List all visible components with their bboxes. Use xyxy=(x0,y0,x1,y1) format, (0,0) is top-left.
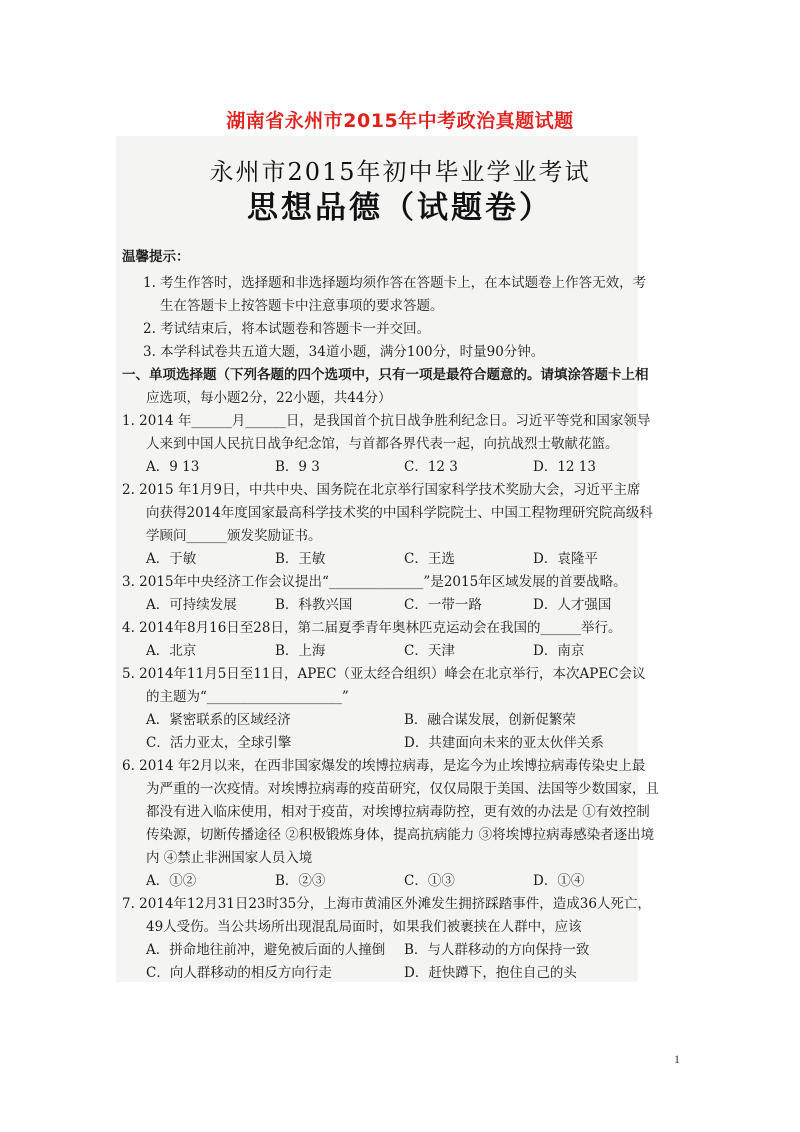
question-7-line: 7. 2014年12月31日23时35分，上海市黄浦区外滩发生拥挤踩踏事件，造成36人死亡， xyxy=(122,896,651,912)
question-5-option-c: C．活力亚太，全球引擎 xyxy=(146,735,292,751)
question-3-option-c: C．一带一路 xyxy=(404,597,482,613)
question-5-line: 5. 2014年11月5日至11日，APEC（亚太经合组织）峰会在北京举行，本次APEC会议 xyxy=(122,666,646,682)
question-1-option-c: C．12 3 xyxy=(404,459,458,475)
notice-heading: 温馨提示： xyxy=(122,249,190,265)
section-instruction: 应选项，每小题2分，22小题，共44分） xyxy=(146,390,392,406)
question-3-option-b: B．科教兴国 xyxy=(275,597,353,613)
exam-title: 永州市2015年初中毕业学业考试 xyxy=(209,158,591,186)
notice-line: 3. 本学科试卷共五道大题，34道小题，满分100分，时量90分钟。 xyxy=(143,344,545,360)
question-5-line: 的主题为“____________________” xyxy=(146,689,349,705)
notice-line: 2. 考试结束后，将本试题卷和答题卡一并交回。 xyxy=(143,321,431,337)
question-1-line: 1. 2014 年______月______日，是我国首个抗日战争胜利纪念日。习近平等党和国家领导 xyxy=(122,413,651,429)
question-3-line: 3. 2015年中央经济工作会议提出“______________”是2015年区域发展的首要战略。 xyxy=(122,574,627,590)
section-heading: 一、单项选择题（下列各题的四个选项中，只有一项是最符合题意的。请填涂答题卡上相 xyxy=(122,367,649,383)
exam-subtitle: 思想品德（试题卷） xyxy=(247,190,553,226)
question-6-option-a: A．①② xyxy=(146,873,197,889)
question-4-line: 4. 2014年8月16日至28日，第二届夏季青年奥林匹克运动会在我国的______举行。 xyxy=(122,620,622,636)
question-7-option-c: C．向人群移动的相反方向行走 xyxy=(146,965,332,981)
question-2-option-c: C．王选 xyxy=(404,551,455,567)
question-1-line: 人来到中国人民抗日战争纪念馆，与首都各界代表一起，向抗战烈士敬献花篮。 xyxy=(146,436,619,452)
notice-line: 1. 考生作答时，选择题和非选择题均须作答在答题卡上，在本试题卷上作答无效，考 xyxy=(143,275,647,291)
page-number: 1 xyxy=(674,1052,680,1066)
question-4-option-c: C．天津 xyxy=(404,643,455,659)
question-2-line: 2. 2015 年1月9日，中共中央、国务院在北京举行国家科学技术奖励大会，习近平主席 xyxy=(122,482,641,498)
question-7-option-d: D．赶快蹲下，抱住自己的头 xyxy=(404,965,577,981)
question-6-line: 传染源，切断传播途径 ②积极锻炼身体，提高抗病能力 ③将埃博拉病毒感染者逐出境 xyxy=(146,827,655,843)
question-6-option-b: B．②③ xyxy=(275,873,326,889)
question-7-line: 49人受伤。当公共场所出现混乱局面时，如果我们被裹挟在人群中，应该 xyxy=(146,919,582,935)
question-7-option-a: A．拼命地往前冲，避免被后面的人撞倒 xyxy=(146,942,386,958)
question-2-option-d: D．袁隆平 xyxy=(533,551,598,567)
question-3-option-d: D．人才强国 xyxy=(533,597,612,613)
question-6-line: 都没有进入临床使用，相对于疫苗，对埃博拉病毒防控，更有效的办法是 ①有效控制 xyxy=(146,804,650,820)
question-4-option-d: D．南京 xyxy=(533,643,585,659)
question-1-option-a: A．9 13 xyxy=(146,459,200,475)
question-5-option-a: A．紧密联系的区域经济 xyxy=(146,712,291,728)
question-4-option-b: B．上海 xyxy=(275,643,326,659)
question-1-option-d: D．12 13 xyxy=(533,459,596,475)
question-5-option-b: B．融合谋发展，创新促繁荣 xyxy=(404,712,576,728)
question-2-option-a: A．于敏 xyxy=(146,551,197,567)
question-5-option-d: D．共建面向未来的亚太伙伴关系 xyxy=(404,735,604,751)
question-6-option-d: D．①④ xyxy=(533,873,585,889)
question-6-option-c: C．①③ xyxy=(404,873,455,889)
question-7-option-b: B．与人群移动的方向保持一致 xyxy=(404,942,590,958)
question-1-option-b: B．9 3 xyxy=(275,459,320,475)
question-2-line: 学顾问______颁发奖励证书。 xyxy=(146,528,322,544)
question-6-line: 为严重的一次疫情。对埃博拉病毒的疫苗研究，仅仅局限于美国、法国等少数国家，且 xyxy=(146,781,659,797)
notice-line: 生在答题卡上按答题卡中注意事项的要求答题。 xyxy=(160,298,444,314)
question-4-option-a: A．北京 xyxy=(146,643,197,659)
document-title: 湖南省永州市2015年中考政治真题试题 xyxy=(226,110,574,132)
question-6-line: 内 ④禁止非洲国家人员入境 xyxy=(146,850,313,866)
question-3-option-a: A．可持续发展 xyxy=(146,597,237,613)
question-2-option-b: B．王敏 xyxy=(275,551,326,567)
question-2-line: 向获得2014年度国家最高科学技术奖的中国科学院院士、中国工程物理研究院高级科 xyxy=(146,505,653,521)
question-6-line: 6. 2014 年2月以来，在西非国家爆发的埃博拉病毒，是迄今为止埃博拉病毒传染史上最 xyxy=(122,758,646,774)
